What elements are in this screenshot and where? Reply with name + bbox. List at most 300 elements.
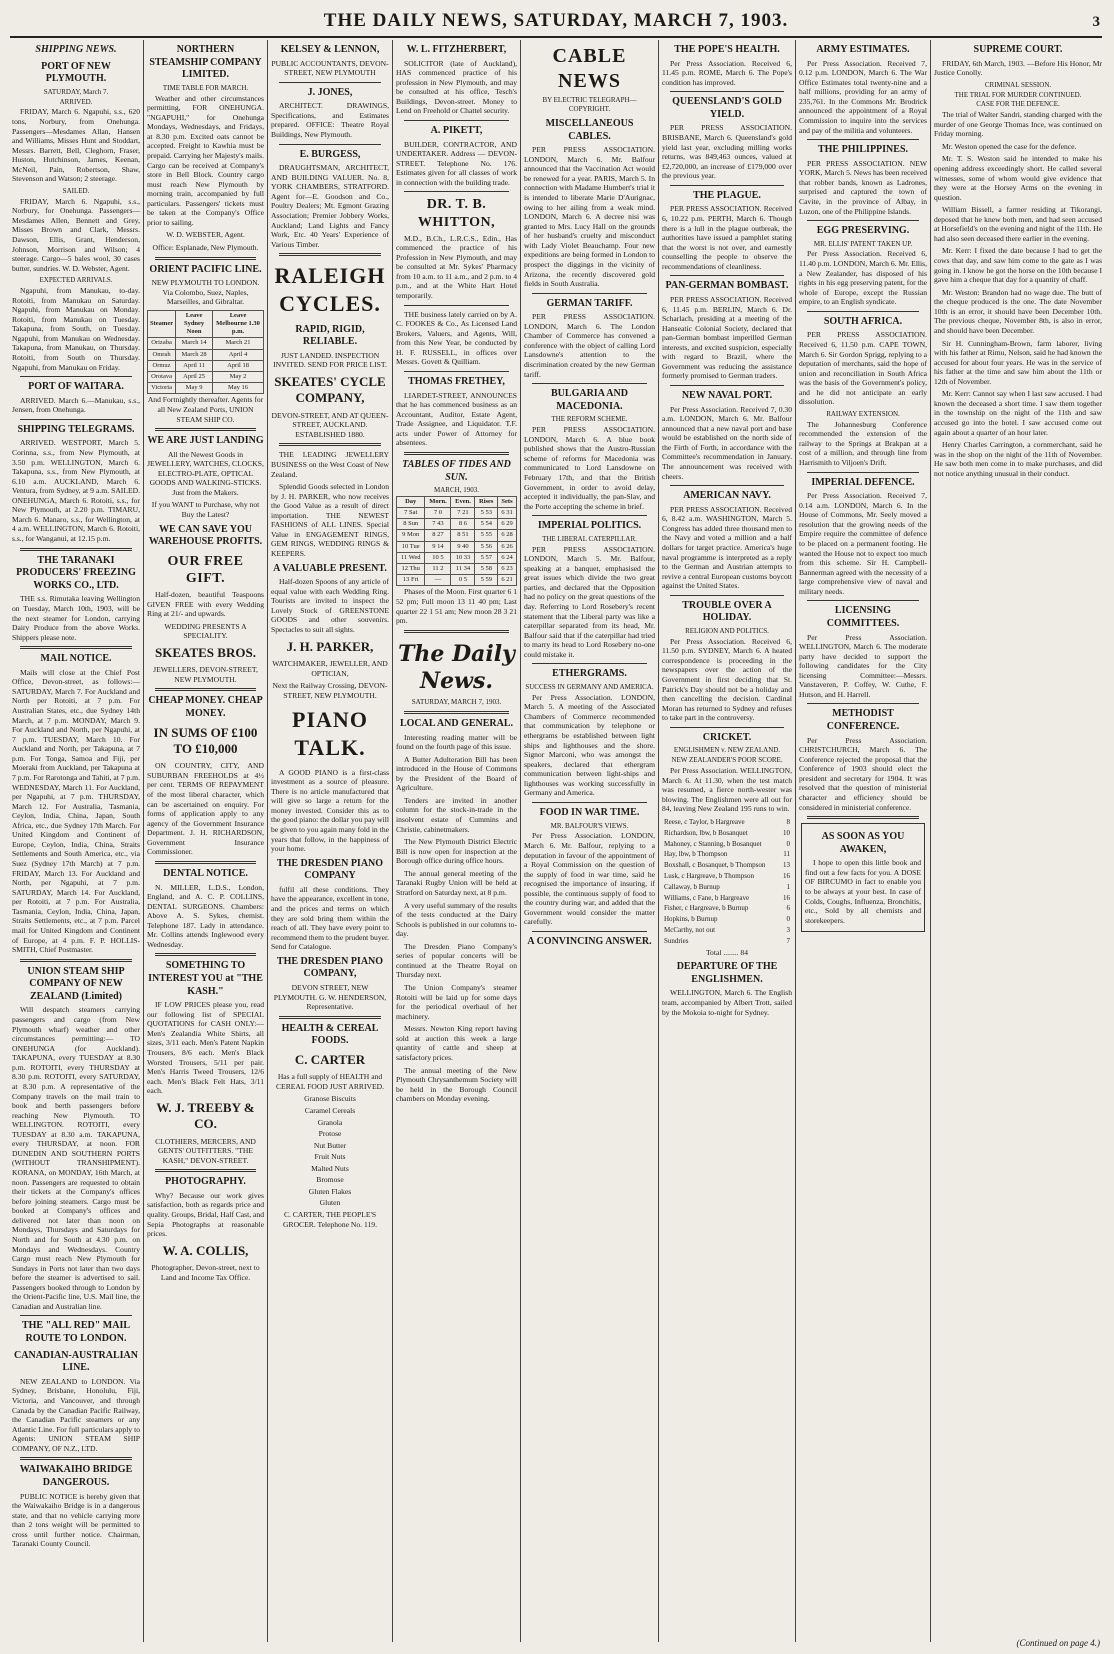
cable-subheading: BY ELECTRIC TELEGRAPH—COPYRIGHT. bbox=[542, 96, 637, 114]
pope-text: Per Press Association. Received 6, 11.45 p.m. ROME, March 6. The Pope's condition has improved. bbox=[662, 58, 792, 87]
carter-product-list bbox=[271, 1094, 389, 1208]
canadian-text: NEW ZEALAND to LONDON. Via Sydney, Brisbane, Honolulu, Fiji, Victoria, and Vancouver, and through Canada by the Canadian Pacific Railway, the Canadian Pacific steamers or any Atlantic Line. For full particulars apply to Agents: UNION STEAM SHIP COMPANY, OF N.Z., LTD. bbox=[12, 1376, 140, 1453]
page-number: 3 bbox=[1092, 14, 1100, 30]
table-cell: Orotava bbox=[148, 372, 176, 383]
tide-table bbox=[396, 496, 517, 587]
skeates-cycle-heading: SKEATES' CYCLE COMPANY, bbox=[274, 373, 386, 406]
masthead bbox=[10, 10, 1102, 38]
egg-heading: EGG PRESERVING. bbox=[816, 225, 910, 237]
list-item: Fruit Nuts bbox=[314, 1152, 346, 1162]
soon-text: I hope to open this little book and find out a few facts for you. A DOSE OF BIRCUMO in fact to enable you to be always at your best. In case of Colds, Coughs, Influenza, Bronchitis, etc., Sold by all chemists and storekeepers. bbox=[805, 858, 921, 925]
cricket-subheading: ENGLISHMEN v. NEW ZEALAND. bbox=[673, 746, 781, 755]
table-cell: 5 53 bbox=[475, 508, 498, 519]
carter-text: Has a full supply of HEALTH and CEREAL FOOD JUST ARRIVED. bbox=[275, 1072, 384, 1091]
licensing-heading: LICENSING COMMITTEES. bbox=[826, 605, 900, 629]
bulgaria-text: PER PRESS ASSOCIATION. LONDON, March 6. A blue book published shows that the Austro-Russian scheme of reforms for Macedonia was communicated to Lord Lansdowne on February 17th, and that the British Government, in order to avoid delay, accepted it individually, the pan-Slav, and the Porte accepting the scheme in brief. bbox=[524, 425, 655, 511]
misc-heading: MISCELLANEOUS CABLES. bbox=[545, 118, 634, 142]
table-cell: April 18 bbox=[213, 360, 264, 371]
burgess-heading: E. BURGESS, bbox=[299, 148, 361, 160]
health-heading: HEALTH & CEREAL FOODS. bbox=[281, 1022, 379, 1047]
table-cell: 0 5 bbox=[451, 575, 475, 586]
soon-heading: AS SOON AS YOU AWAKEN, bbox=[821, 831, 905, 855]
table-cell: 12 Thu bbox=[397, 564, 425, 575]
south-africa-text: PER PRESS ASSOCIATION. Received 6, 11.50 p.m. CAPE TOWN, March 6. Sir Gordon Sprigg, replying to a deputation of merchants, said the hope of union and reconciliation in South Africa was the basis of the Government's policy, and he did not anticipate an early dissolution. bbox=[799, 330, 927, 407]
philippines-heading: THE PHILIPPINES. bbox=[817, 144, 909, 156]
dental-heading: DENTAL NOTICE. bbox=[163, 867, 248, 879]
imperial-heading: IMPERIAL POLITICS. bbox=[537, 520, 642, 532]
cable-heading: CABLE NEWS bbox=[552, 45, 627, 93]
union-text: Will despatch steamers carrying passengers and cargo (from New Plymouth wharf) weather and other circumstances permitting:— TO ONEHUNGA (for Auckland). TAKAPUNA, every TUESDAY at 8.30 p.m. ROTOITI, every THURSDAY at 8.30 p.m. ROTOITI, every SATURDAY, at 8.30 p.m. A representative of the Company travels on the mail train to book and berth passengers before reaching New Plymouth. TO WELLINGTON. ROTOITI, every TUESDAY at 8.30 a.m. TAKAPUNA, every THURSDAY, at noon. FOR DUNEDIN AND SOUTHERN PORTS (WITHOUT TRANSHIPMENT). KORANA, on MONDAY, 16th March, at noon. Passengers are requested to obtain their tickets at the Company's offices before joining steamers. Cargo must be booked at Company's offices and delivered not later than noon on Mondays, Thursdays and Saturdays for North and for South at 4.30 p.m. on Mondays and Wednesdays. Country Cargo must reach New Plymouth for Sundays in Ports not later than two days before the steamer is advertised to sail. Passengers booked through to London by the Orient-Pacific line, U.S. Mail line, the Canadian and Australian line. bbox=[12, 1005, 140, 1311]
table-cell: April 25 bbox=[176, 372, 213, 383]
birciumo-advertisement bbox=[801, 823, 925, 932]
egg-subheading: MR. ELLIS' PATENT TAKEN UP. bbox=[813, 239, 913, 248]
jones-text: ARCHITECT. DRAWINGS, Specifications, and Estimates prepared. OFFICE: Theatre Royal Buildings, New Plymouth. bbox=[271, 101, 389, 139]
table-cell: 9 Mon bbox=[397, 530, 425, 541]
batsman-name: Williams, c Fane, b Hargreave bbox=[664, 893, 750, 902]
batsman-runs: 7 bbox=[786, 936, 790, 945]
table-cell: 6 23 bbox=[498, 564, 517, 575]
table-cell: 7 0 bbox=[425, 508, 451, 519]
table-cell: 7 21 bbox=[451, 508, 475, 519]
table-cell: May 16 bbox=[213, 383, 264, 394]
table-row bbox=[397, 508, 517, 519]
list-item: Nut Butter bbox=[313, 1140, 347, 1150]
port-date: SATURDAY, March 7. bbox=[43, 87, 109, 96]
batsman-runs: 11 bbox=[783, 850, 790, 859]
money-sums: IN SUMS OF £100 TO £10,000 bbox=[153, 724, 258, 756]
shipping-heading: SHIPPING NEWS. bbox=[35, 44, 117, 55]
steamship-heading: NORTHERN STEAMSHIP COMPANY LIMITED. bbox=[149, 44, 262, 81]
table-cell: 8 6 bbox=[451, 519, 475, 530]
criminal-heading: CRIMINAL SESSION. bbox=[984, 80, 1052, 89]
cricket-scorecard bbox=[662, 817, 792, 947]
batsman-runs: 8 bbox=[786, 817, 790, 826]
cricket-subheading-2: NEW ZEALANDER'S POOR SCORE. bbox=[671, 756, 783, 765]
holiday-text: Per Press Association. Received 6, 11.50 p.m. SYDNEY, March 6. A heated correspondence is proceeding in the newspapers over the action of the Government in first deciding that St. Patrick's Day should not be a holiday and then cancelling the decision. Cardinal Moran has returned to Sydney and refuses to take part in the controversy. bbox=[662, 636, 792, 723]
dresden-text: fulfil all these conditions. They have the appearance, excellent in tone, and the prices and terms on which they are sold bring them within the reach of all. They have every point to recommend them to the prudent buyer. Send for Catalogue. bbox=[271, 884, 389, 952]
table-cell: 5 54 bbox=[475, 519, 498, 530]
list-item: The New Plymouth District Electric Bill is now open for inspection at the Borough office during office hours. bbox=[396, 837, 517, 866]
table-cell: 6 24 bbox=[498, 552, 517, 563]
orient-heading: ORIENT PACIFIC LINE. bbox=[149, 263, 262, 275]
table-cell: 11 Wed bbox=[397, 552, 425, 563]
column-rule bbox=[392, 40, 393, 1642]
arrived-text: FRIDAY, March 6. Ngapuhi, s.s., 620 tons, Norbury, from Onehunga. Passengers—Mesdames Allan, Hansen and Williams, Misses Hunt and Stoddart, Messrs. Barrett, Bell, Cleghorn, Fraser, Huston, Hutchinson, James, Keenan, McNeil, Pain, Robertson, Shaw, Stevenson and Watson; 2 steerage. bbox=[12, 107, 140, 184]
column-rule bbox=[658, 40, 659, 1642]
pikett-text: BUILDER, CONTRACTOR, AND UNDERTAKER. Address — DEVON-STREET. Telephone No. 176. Estimates given for all classes of work in connection with the building trade. bbox=[396, 139, 517, 187]
table-cell: Orizaba bbox=[148, 338, 176, 349]
waitara-text: ARRIVED. March 6.—Manukau, s.s., Jensen, from Onehunga. bbox=[12, 395, 140, 415]
table-cell: March 21 bbox=[213, 338, 264, 349]
ether-subheading: SUCCESS IN GERMANY AND AMERICA. bbox=[525, 682, 654, 691]
raleigh-text: JUST LANDED. INSPECTION INVITED. SEND FOR PRICE LIST. bbox=[273, 350, 387, 370]
gift-text: Half-dozen, beautiful Teaspoons GIVEN FREE with every Wedding Ring at 21/- and upwards. bbox=[147, 590, 264, 619]
south-africa-heading: SOUTH AFRICA. bbox=[823, 315, 903, 327]
misc-text: PER PRESS ASSOCIATION. LONDON, March 6. Mr. Balfour announced that the Vaccination Act would be renewed for a year. PARIS, March 5. In connection with Madame Humbert's trial it is intended to liberate Marie D'Aurignac, owing to her ailing from a weak mind. LONDON, March 6. A decree nisi was granted to Mrs. Lucy Hall on the grounds of her husband's cruelty and misconduct with Lady Violet Beauchamp. Four new expeditions are being formed in London to prospect the diggings in the vicinity of Arizona, the recently discovered gold fields in South Australia. bbox=[524, 145, 655, 289]
steamship-office: Office: Esplanade, New Plymouth. bbox=[152, 243, 259, 253]
defence-heading: CASE FOR THE DEFENCE. bbox=[976, 100, 1060, 109]
table-cell: 5 59 bbox=[475, 575, 498, 586]
dresden2-heading: THE DRESDEN PIANO COMPANY, bbox=[276, 955, 384, 980]
skeates-cycle-subheading: DEVON-STREET, AND AT QUEEN-STREET, AUCKLAND. ESTABLISHED 1880. bbox=[271, 410, 389, 439]
table-cell: 10 Tue bbox=[397, 541, 425, 552]
trial-heading: THE TRIAL FOR MURDER CONTINUED. bbox=[954, 90, 1082, 99]
local-news-list bbox=[396, 733, 517, 1104]
wedding-line: WEDDING PRESENTS A SPECIALITY. bbox=[164, 621, 247, 641]
table-cell: 10 33 bbox=[451, 552, 475, 563]
philippines-text: PER PRESS ASSOCIATION. NEW YORK, March 5. News has been received that robber bands, known as Ladrones, surprised and captured the town of Cavite, in the province of Albay, in Luzon, one of the Philippine Islands. bbox=[799, 158, 927, 216]
column-rule bbox=[143, 40, 144, 1642]
table-row bbox=[662, 893, 792, 904]
list-item: Gluten Flakes bbox=[308, 1186, 352, 1196]
plague-heading: THE PLAGUE. bbox=[693, 189, 761, 201]
holiday-heading: TROUBLE OVER A HOLIDAY. bbox=[682, 599, 772, 624]
column-rule bbox=[930, 40, 931, 1642]
list-item: The Dresden Piano Company's series of popular concerts will be continued at the Theatre Royal on Thursday next. bbox=[396, 941, 517, 980]
court-report bbox=[934, 110, 1102, 478]
pangerman-text: PER PRESS ASSOCIATION. Received 6, 11.45 p.m. BERLIN, March 6. Dr. Scharlach, presiding at a meeting of the Hanseatic Colonial Society, declared that pan-German bombast imperilled German interests, and excited suspicion, especially with regard to Brazil, where the Government was reducing the assistance formerly promised to German traders. bbox=[662, 294, 792, 381]
table-cell: May 9 bbox=[176, 383, 213, 394]
carter-heading: C. CARTER bbox=[294, 1051, 366, 1067]
orient-subheading: NEW PLYMOUTH TO LONDON. Via Colombo, Suez, Naples, Marseilles, and Gibraltar. bbox=[151, 278, 260, 307]
money-text: ON COUNTRY, CITY, AND SUBURBAN FREEHOLDS at 4½ per cent. TERMS OF REPAYMENT of the most liberal character, which can be ascertained on enquiry. For forms of application apply to any agency of the Government Insurance Department. J. H. RICHARDSON, Government Insurance Commissioner. bbox=[147, 761, 264, 857]
table-row bbox=[148, 349, 264, 360]
list-item: The trial of Walter Sandri, standing charged with the murder of one George Thomas Ince, was continued on Friday morning. bbox=[934, 110, 1102, 139]
imperial-defence-text: Per Press Association. Received 7, 0.14 a.m. LONDON, March 6. In the House of Commons, Mr. Seely moved a resolution that the growing needs of the Empire require the committee of defence to be placed on a permanent footing. He wanted the House not to expect too much from this scheme. Sir H. Campbell-Bannerman agreed with the necessity of a large comprehensive view of naval and military needs. bbox=[799, 491, 927, 596]
table-cell: April 11 bbox=[176, 360, 213, 371]
tide-heading: TABLES OF TIDES AND SUN. bbox=[402, 458, 511, 483]
batsman-name: Fisher, c Hargreave, b Burnup bbox=[664, 904, 749, 913]
column-rule bbox=[795, 40, 796, 1642]
table-cell: 8 27 bbox=[425, 530, 451, 541]
table-header-cell: Steamer bbox=[148, 310, 176, 338]
union-heading: UNION STEAM SHIP COMPANY OF NEW ZEALAND (Limited) bbox=[27, 965, 125, 1002]
sailed-heading: SAILED. bbox=[62, 186, 90, 195]
table-row bbox=[662, 860, 792, 871]
jewel-text: Splendid Goods selected in London by J. H. PARKER, who now receives the Good Value as a result of direct importation. THE NEWEST FASHIONS of ALL LINES. Special Value in ENGAGEMENT RINGS, GEM RINGS, WEDDING RINGS & KEEPERS. bbox=[271, 482, 389, 559]
naval-heading: NEW NAVAL PORT. bbox=[681, 390, 773, 402]
food-subheading: MR. BALFOUR'S VIEWS. bbox=[550, 821, 629, 830]
table-row bbox=[662, 839, 792, 850]
list-item: The annual general meeting of the Taranaki Rugby Union will be held at Stratford on Saturday next, at 8 p.m. bbox=[396, 868, 517, 897]
list-item: Protose bbox=[318, 1129, 342, 1139]
table-cell: 11 34 bbox=[451, 564, 475, 575]
timetable-heading: TIME TABLE FOR MARCH. bbox=[162, 83, 249, 92]
convincing-heading: A CONVINCING ANSWER. bbox=[527, 936, 652, 947]
table-header-cell: Even. bbox=[451, 496, 475, 507]
holiday-subheading: RELIGION AND POLITICS. bbox=[685, 626, 769, 635]
batsman-name: Boxshall, c Bosanquet, b Thompson bbox=[664, 861, 766, 870]
licensing-text: Per Press Association. WELLINGTON, March 6. The moderate party have decided to support the following candidates for the City licensing Committee:—Messrs. Vanstaveren, P. Coffey, W. Cuthe, F. Hutson, and H. Harrell. bbox=[799, 632, 927, 699]
column-court bbox=[934, 40, 1102, 1642]
list-item: Mr. T. S. Weston said he intended to make his opening address exceedingly short. He called several witnesses, some of whom would give evidence that they were at the Horsey Arms on the evening in question. bbox=[934, 154, 1102, 202]
batsman-runs: 0 bbox=[786, 915, 790, 924]
table-row bbox=[662, 914, 792, 925]
table-row bbox=[662, 871, 792, 882]
table-row bbox=[662, 828, 792, 839]
cricket-total: Total ........ 84 bbox=[705, 947, 749, 957]
local-heading: LOCAL AND GENERAL. bbox=[399, 717, 514, 729]
table-cell: March 14 bbox=[176, 338, 213, 349]
table-header-cell: Leave Sydney Noon bbox=[176, 310, 213, 338]
column-rule bbox=[520, 40, 521, 1642]
treeby-heading: W. J. TREEBY & CO. bbox=[156, 1099, 255, 1132]
table-header-cell: Leave Melbourne 1.30 p.m. bbox=[213, 310, 264, 338]
table-row bbox=[397, 530, 517, 541]
table-cell: Ormuz bbox=[148, 360, 176, 371]
table-cell: 7 Sat bbox=[397, 508, 425, 519]
column-news-3 bbox=[799, 40, 927, 1642]
column-ads-1 bbox=[147, 40, 264, 1642]
table-row bbox=[662, 817, 792, 828]
canadian-heading: CANADIAN-AUSTRALIAN LINE. bbox=[14, 1349, 138, 1374]
list-item: Mr. Kerr: Cannot say when I last saw accused. I had known the deceased a short time. I saw them together in the township on the night of the 11th and saw accused go into the hotel. I saw accused come out again about a quarter of an hour later. bbox=[934, 389, 1102, 437]
batsman-name: Richardson, lbw, b Bosanquet bbox=[664, 828, 748, 837]
batsman-name: McCarthy, not out bbox=[664, 926, 716, 934]
batsman-name: Reese, c Taylor, b Hargreave bbox=[664, 817, 745, 826]
pope-heading: THE POPE'S HEALTH. bbox=[674, 44, 780, 55]
dresden-heading: THE DRESDEN PIANO COMPANY bbox=[276, 857, 384, 882]
table-cell: 5 58 bbox=[475, 564, 498, 575]
bulgaria-subheading: THE REFORM SCHEME. bbox=[551, 415, 628, 424]
column-cables bbox=[524, 40, 655, 1642]
table-cell: Victoria bbox=[148, 383, 176, 394]
raleigh-subheading: RAPID, RIGID, RELIABLE. bbox=[295, 323, 365, 348]
collis-heading: W. A. COLLIS, bbox=[162, 1242, 249, 1258]
list-item: Mr. Kerr: I fixed the date because I had to get the cows that day, and saw him come to the gate as I was going in. I know he got the horse on the 10th because I gave him a cheque that day for a quantity of chaff. bbox=[934, 246, 1102, 285]
table-header-cell: Morn. bbox=[425, 496, 451, 507]
table-row bbox=[148, 383, 264, 394]
plague-text: PER PRESS ASSOCIATION. Received 6, 10.22 p.m. PERTH, March 6. Though there is a lull in the plague outbreak, the authorities have issued a pamphlet stating that the worst is not over, and earnestly counselling the people to observe the recommendations of cleanliness. bbox=[662, 204, 792, 271]
tide-subheading: MARCH, 1903. bbox=[434, 486, 479, 495]
qld-heading: QUEENSLAND'S GOLD YIELD. bbox=[672, 96, 782, 120]
dresden2-text: DEVON STREET, NEW PLYMOUTH. G. W. HENDERSON, Representative. bbox=[273, 983, 387, 1012]
producers-text: THE s.s. Rimutaka leaving Wellington on Tuesday, March 10th, 1903, will be the next steamer for London, carrying Dairy Produce from the above Works. Shippers please note. bbox=[12, 594, 140, 642]
frethey-heading: THOMAS FRETHEY, bbox=[408, 375, 505, 387]
landing-text: All the Newest Goods in JEWELLERY, WATCHES, CLOCKS, ELECTRO-PLATE, OPTICAL GOODS AND WALKING-STICKS. Just from the Makers. bbox=[147, 449, 264, 497]
list-item: Tenders are invited in another column for the stock-in-trade in the insolvent estate of Cummins and Christie, cabinetmakers. bbox=[396, 795, 517, 834]
orient-footer: And Fortnightly thereafter. Agents for all New Zealand Ports, UNION STEAM SHIP CO. bbox=[147, 395, 264, 424]
table-row bbox=[397, 519, 517, 530]
table-cell: 9 40 bbox=[451, 541, 475, 552]
batsman-runs: 3 bbox=[786, 926, 790, 934]
fitzherbert-text: SOLICITOR (late of Auckland), HAS commenced practice of his profession in New Plymouth, and may be consulted at his office, Tesch's Buildings, Devon-street. Money to Lend on Freehold or Chattel security. bbox=[396, 58, 517, 116]
burgess-text: DRAUGHTSMAN, ARCHITECT, AND BUILDING VALUER. No. 8, YORK CHAMBERS, STRATFORD. Agent for—E. Goodson and Co., Poultry Dealers; Mt. Egmont Grazing Association; Premier Jobbery Works, Auckland; Land Lights and Fancy Work, Etc. 40 Years' Experience of Various Timber. bbox=[271, 163, 389, 249]
whitton-text: M.D., B.Ch., L.R.C.S., Edin., Has commenced the practice of his Profession in New Plymouth, and may be consulted at Mr. Sykes' Pharmacy from 10 a.m. to 11 a.m., and 2 p.m. to 4 p.m., and at the White Hart Hotel temporarily. bbox=[396, 233, 517, 300]
tariff-text: PER PRESS ASSOCIATION. LONDON, March 6. The London Chamber of Commerce has convened a conference with the object of calling Lord Lansdowne's attention to the discrimination created by the new German tariff. bbox=[524, 312, 655, 379]
parker-subheading: WATCHMAKER, JEWELLER, AND OPTICIAN, bbox=[272, 658, 388, 678]
telegrams-text: ARRIVED. WESTPORT, March 5. Corinna, s.s., from New Plymouth, at 3.50 p.m. WELLINGTON, March 6. Takapuna, s.s., from New Plymouth, at 6.10 a.m. AUCKLAND, March 6. Ventura, from Sydney, at 9 a.m. SAILED. ONEHUNGA, March 6. Rotoiti, s.s., for New Plymouth, at 2.20 p.m. TIMARU, March 6. Manaro, s.s., for Wellington, at 4 a.m. WELLINGTON, March 6. Rotoiti, s.s., for Wanganui, at 12.15 p.m. bbox=[12, 438, 140, 544]
table-header-cell: Rises bbox=[475, 496, 498, 507]
ether-heading: ETHERGRAMS. bbox=[552, 668, 627, 680]
column-ads-2 bbox=[271, 40, 389, 1642]
kash-text: IF LOW PRICES please you, read our following list of SPECIAL QUOTATIONS for CASH ONLY:— Men's Zealandia White Shirts, all sizes, 3/11 each. Men's Patent Napkin Trousers, 8/6 each. Men's Black Worsted Trousers, 5/11 per pair. Men's Harris Tweed Trousers, 12/6 each. Men's Black Felt Hats, 3/11 each. bbox=[147, 1000, 264, 1096]
table-cell: March 28 bbox=[176, 349, 213, 360]
fitzherbert-heading: W. L. FITZHERBERT, bbox=[406, 44, 507, 55]
list-item: Sir H. Cunningham-Brown, farm laborer, living with his father at Rimu, Nelson, said he had known the accused for about four years. He was in the service of his father at the time and saw him about the 11th or 12th of November. bbox=[934, 338, 1102, 386]
table-cell: 6 21 bbox=[498, 575, 517, 586]
table-cell: 8 51 bbox=[451, 530, 475, 541]
navy-heading: AMERICAN NAVY. bbox=[683, 490, 771, 502]
table-cell: 9 14 bbox=[425, 541, 451, 552]
depart-text: WELLINGTON, March 6. The English team, accompanied by Albert Trott, sailed by the Mokoia to-night for Sydney. bbox=[662, 988, 792, 1017]
ether-text: Per Press Association. LONDON, March 5. A meeting of the Associated Chambers of Commerce recommended that communication by telephone or ethergrams be established between light ships and lighthouses and the shore. Signor Marconi, who was amongst the speakers, declared that ethergram communication between light-ships and lighthouses was working successfully in Germany and America. bbox=[524, 692, 655, 798]
kelsey-heading: KELSEY & LENNON, bbox=[280, 44, 380, 55]
continued-note: (Continued on page 4.) bbox=[1016, 1638, 1100, 1648]
list-item: Bromose bbox=[316, 1175, 344, 1185]
table-cell: 8 Sun bbox=[397, 519, 425, 530]
table-cell: April 4 bbox=[213, 349, 264, 360]
table-cell: — bbox=[425, 575, 451, 586]
photo-heading: PHOTOGRAPHY. bbox=[165, 1176, 246, 1188]
allred-heading: THE "ALL RED" MAIL ROUTE TO LONDON. bbox=[21, 1320, 131, 1345]
parker-heading: J. H. PARKER, bbox=[286, 638, 374, 654]
dental-text: N. MILLER, L.D.S., London, England, and A. C. P. COLLINS, DENTAL SURGEONS. Chambers: Above A. S. Sykes, chemist. Telephone 187. Lady in attendance. Mr. Collins attends Inglewood every Wednesday. bbox=[147, 882, 264, 949]
table-row bbox=[397, 541, 517, 552]
army-text: Per Press Association. Received 7, 0.12 p.m. LONDON, March 6. The War Office Estimates total twenty-nine and a half millions, providing for an army of 235,761. In the Commons Mr. Brodrick announced the appointment of a Royal Commission to inquire into the services and pay of the militia and volunteers. bbox=[799, 58, 927, 135]
food-text: Per Press Association. LONDON, March 6. Mr. Balfour, replying to a deputation in favour of the appointment of a Royal Commission on the question of the supply of food in war time, said he recognised the importance of insuring, if possible, the continuous supply of food to the country during war, and added that the Government would consider the matter carefully. bbox=[524, 831, 655, 927]
list-item: Granola bbox=[317, 1117, 343, 1127]
expected-text: Ngapuhi, from Manukau, to-day. Rotoiti, from Manukau on Saturday. Ngapuhi, from Manukau on Monday. Rotoiti, from Manukau on Tuesday. Takapuna, from South, on Tuesday. Ngapuhi, from Manukau on Wednesday. Takapuna, from Manukau, on Thursday. Rotoiti, from South on Thursday. Ngapuhi, from Manukau on Friday. bbox=[12, 286, 140, 372]
imperial-subheading: THE LIBERAL CATERPILLAR. bbox=[542, 534, 637, 543]
batsman-runs: 16 bbox=[783, 871, 790, 880]
kelsey-text: PUBLIC ACCOUNTANTS, DEVON-STREET, NEW PLYMOUTH bbox=[271, 58, 389, 78]
table-row bbox=[397, 564, 517, 575]
list-item: Caramel Cereals bbox=[304, 1105, 356, 1115]
methodist-text: Per Press Association. CHRISTCHURCH, March 6. The Conference rejected the proposal that the Conference of 1903 should elect the president and secretary for 1904. It was resolved that the question of ministerial character and efficiency should be considered in ministerial conference. bbox=[799, 735, 927, 812]
batsman-name: Sundries bbox=[664, 936, 689, 945]
list-item: The annual meeting of the New Plymouth Chrysanthemum Society will be held in the Borough Council chambers on Monday evening. bbox=[396, 1065, 517, 1104]
court-text: FRIDAY, 6th March, 1903. —Before His Honor, Mr Justice Conolly. bbox=[934, 58, 1102, 78]
imperial-defence-heading: IMPERIAL DEFENCE. bbox=[811, 476, 915, 488]
column-rule bbox=[267, 40, 268, 1642]
depart-heading: DEPARTURE OF THE ENGLISHMEN. bbox=[676, 961, 778, 985]
table-row bbox=[397, 552, 517, 563]
list-item: Malted Nuts bbox=[311, 1163, 349, 1173]
russell-text: THE business lately carried on by A. C. FOOKES & Co., As Licensed Land Brokers, Valuers, and Agents, Will, from this New Year, be conducted by H. F. RUSSELL, in offices over Messrs. Govett & Quilliam. bbox=[396, 309, 517, 367]
expected-heading: EXPECTED ARRIVALS. bbox=[39, 276, 113, 285]
kash-heading: SOMETHING TO INTEREST YOU at "THE KASH." bbox=[148, 960, 263, 997]
table-cell: 5 55 bbox=[475, 530, 498, 541]
landing-subtext: If you WANT to Purchase, why not Buy the Latest? bbox=[151, 500, 260, 520]
column-news-2 bbox=[662, 40, 792, 1642]
list-item: Interesting reading matter will be found on the fourth page of this issue. bbox=[396, 732, 517, 752]
orient-sailing-table bbox=[147, 310, 264, 395]
railway-text: The Johannesburg Conference recommended the extension of the railway to the Springs at Brakpan at a cost of a million, and through line from Harrismith to Viljoen's Drift. bbox=[799, 419, 927, 467]
table-cell: 10 5 bbox=[425, 552, 451, 563]
army-heading: ARMY ESTIMATES. bbox=[816, 44, 910, 55]
egg-text: Per Press Association. Received 6, 11.40 p.m. LONDON, March 6. Mr. Ellis, a New Zealander, has disposed of his rights in his egg preserving patent, for the whole of Europe, except the Russian empire, to an English syndicate. bbox=[799, 249, 927, 307]
collis-text: Photographer, Devon-street, next to Land and Income Tax Office. bbox=[151, 1263, 260, 1282]
skeates-subheading: JEWELLERS, DEVON-STREET, NEW PLYMOUTH. bbox=[153, 665, 258, 684]
steamship-agent: W. D. WEBSTER, Agent. bbox=[166, 230, 245, 240]
list-item: Mr. Weston opened the case for the defence. bbox=[942, 141, 1077, 151]
table-row bbox=[662, 903, 792, 914]
frethey-text: LIARDET-STREET, ANNOUNCES that he has commenced business as an Accountant, Auditor, Estate Agent, Trade Assignee, and Liquidator. T.F. acts under Power of Attorney for absentees. bbox=[396, 390, 517, 448]
table-header-cell: Sets bbox=[498, 496, 517, 507]
moon-text: Phases of the Moon. First quarter 6 1 52 pm; Full moon 13 11 40 pm; Last quarter 22 1 51 am; New moon 28 3 21 pm. bbox=[396, 587, 517, 626]
photo-text: Why? Because our work gives satisfaction, both as regards price and quality. Groups, Bridal, Half Cast, and Sepia Photographs at reasonable prices. bbox=[147, 1190, 264, 1239]
whitton-heading: DR. T. B. WHITTON, bbox=[417, 197, 496, 230]
cricket-text: Per Press Association. WELLINGTON, March 6. At 11.30, when the test match was resumed, a fierce north-wester was blowing. The Englishmen were all out for 84, leaving New Zealand 195 runs to win. bbox=[662, 766, 792, 814]
jones-heading: J. JONES, bbox=[307, 86, 353, 98]
mail-heading: MAIL NOTICE. bbox=[40, 653, 112, 665]
paper-title: The Daily News. bbox=[398, 640, 515, 695]
skeates-cycle-text: THE LEADING JEWELLERY BUSINESS on the West Coast of New Zealand. bbox=[271, 450, 389, 479]
pangerman-heading: PAN-GERMAN BOMBAST. bbox=[665, 280, 789, 292]
telegrams-heading: SHIPPING TELEGRAMS. bbox=[17, 423, 135, 435]
table-row bbox=[148, 338, 264, 349]
court-heading: SUPREME COURT. bbox=[973, 44, 1063, 55]
port-heading: PORT OF NEW PLYMOUTH. bbox=[41, 60, 111, 85]
list-item: The Union Company's steamer Rotoiti will be laid up for some days for the periodical overhaul of her machinery. bbox=[396, 983, 517, 1021]
landing-heading: WE ARE JUST LANDING bbox=[147, 435, 264, 447]
batsman-runs: 10 bbox=[783, 828, 790, 837]
imperial-text: PER PRESS ASSOCIATION. LONDON, March 5. Mr. Balfour, speaking at a banquet, emphasised the great issues which divide the two great parties, and declared that the Opposition had no policy on the great questions of the day. Referring to Lord Rosebery's recent statement that the Liberal party was like a caterpillar separated from its head, Mr. Balfour said that if the caterpillar had tried to marry its head to Lord Rosebery no-one could mistake it. bbox=[524, 544, 655, 659]
piano-text: A GOOD PIANO is a first-class investment as a source of pleasure. There is no article manufactured that will give so large a return for the money invested. Consider this as to the good piano: the dollar you pay will be given to you again many fold in the years that follow, in the happiness of your home. bbox=[271, 767, 389, 854]
batsman-name: Callaway, b Burnup bbox=[664, 882, 720, 891]
table-cell: 7 43 bbox=[425, 519, 451, 530]
piano-heading: PIANO TALK. bbox=[292, 707, 368, 760]
bridge-heading: WAIWAKAIHO BRIDGE DANGEROUS. bbox=[19, 1464, 133, 1488]
table-row bbox=[662, 936, 792, 947]
table-row bbox=[662, 849, 792, 860]
list-item: Granose Biscuits bbox=[304, 1094, 356, 1104]
parker-text: Next the Railway Crossing, DEVON-STREET, NEW PLYMOUTH. bbox=[272, 681, 388, 700]
table-cell: May 2 bbox=[213, 372, 264, 383]
column-notices bbox=[396, 40, 517, 1642]
list-item: William Bissell, a farmer residing at Tikorangi, deposed that he knew both men, and had seen accused at Horsefield's on the evening and night of the 11th. He had also seen deceased there earlier in the evening. bbox=[934, 205, 1102, 243]
table-row bbox=[148, 372, 264, 383]
producers-heading: THE TARANAKI PRODUCERS' FREEZING WORKS CO., LTD. bbox=[16, 554, 136, 591]
waitara-heading: PORT OF WAITARA. bbox=[28, 381, 124, 393]
naval-text: Per Press Association. Received 7, 0.30 a.m. LONDON, March 6. Mr. Balfour announced that a new naval port and base would be established on the north side of the Firth of Forth, in accordance with the Committee's recommendation in January. The announcement was received with cheers. bbox=[662, 404, 792, 481]
batsman-name: Hay, lbw, b Thompson bbox=[664, 850, 728, 859]
table-cell: 5 56 bbox=[475, 541, 498, 552]
present-heading: A VALUABLE PRESENT. bbox=[273, 562, 387, 574]
tariff-heading: GERMAN TARIFF. bbox=[546, 297, 633, 309]
masthead-title: THE DAILY NEWS, SATURDAY, MARCH 7, 1903. bbox=[323, 10, 789, 31]
batsman-runs: 13 bbox=[783, 861, 790, 870]
batsman-runs: 0 bbox=[786, 839, 790, 848]
raleigh-heading: RALEIGH CYCLES. bbox=[274, 263, 386, 316]
steamship-text: Weather and other circumstances permitting, FOR ONEHUNGA. "NGAPUHI," for Onehunga Mondays, Wednesdays, and Fridays, at 8.30 p.m. Excited oats cannot be accepted. Freight to Kawhia must be prepaid. Carrying her Majesty's mails. Cargo can be received at Company's store in Bell Block. Country cargo must reach New Plymouth by morning train, accompanied by full particulars. Passengers' tickets must be taken at the Company's Office prior to sailing. bbox=[147, 93, 264, 227]
table-cell: 6 31 bbox=[498, 508, 517, 519]
skeates-heading: SKEATES BROS. bbox=[155, 644, 256, 660]
gift-heading: OUR FREE GIFT. bbox=[167, 553, 244, 587]
arrived-heading: ARRIVED. bbox=[59, 97, 93, 106]
cricket-heading: CRICKET. bbox=[702, 731, 752, 743]
paper-date: SATURDAY, MARCH 7, 1903. bbox=[411, 698, 502, 707]
table-header-cell: Day bbox=[397, 496, 425, 507]
qld-text: PER PRESS ASSOCIATION. BRISBANE, March 6. Queensland's gold yield last year, excluding milling works returns, was 849,463 ounces, valued at £2,720,000, an increase of £179,000 over the previous year. bbox=[662, 123, 792, 181]
save-heading: WE CAN SAVE YOU WAREHOUSE PROFITS. bbox=[148, 523, 263, 548]
table-cell: 6 29 bbox=[498, 519, 517, 530]
carter-footer: C. CARTER, THE PEOPLE'S GROCER. Telephone No. 119. bbox=[283, 1210, 377, 1229]
table-row bbox=[662, 882, 792, 893]
batsman-name: Lusk, c Hargreave, b Thompson bbox=[664, 871, 754, 880]
batsman-runs: 16 bbox=[783, 893, 790, 902]
methodist-heading: METHODIST CONFERENCE. bbox=[826, 708, 900, 733]
column-shipping bbox=[12, 40, 140, 1642]
present-text: Half-dozen Spoons of any article of equal value with each Wedding Ring. Tourists are invited to inspect the Lovely Stock of GREENSTONE GOODS and other souvenirs. Spectacles to suit all sights. bbox=[271, 577, 389, 634]
mail-text: Mails will close at the Chief Post Office, Devon-street, as follows:— SATURDAY, March 7. For Auckland and North per Rotoiti, at 7 p.m. For Australian States, etc., due Sydney 14th March, at 7 p.m. MONDAY, March 9. For Auckland and North, per Ngapuhi, at 7 p.m. TUESDAY, March 10. For Auckland and North, per Takapuna, at 7 p.m. For Tonga, Samoa and Fiji, per Moeraki from Auckland, per Takapuna at 7 p.m. For Rarotonga and Tahiti, at 7 p.m. WEDNESDAY, March 11. For Auckland, per Ngapuhi, at 7 p.m. THURSDAY, March 12. For Australia, Tasmania, Ceylon, India, China, Japan, South Africa, etc., due Sydney 17th March. For United Kingdom and Continent of Europe, Ceylon, India, China, Straits Settlements and South America, etc., via Suez (Sydney 17th March) at 7 p.m. FRIDAY, March 13. For Auckland and North, per Ngapuhi, at 7 p.m. SATURDAY, March 14. For Auckland, per Rotoiti, at 7 p.m. For Australia, Tasmania, Ceylon, India, China, Japan, Straits Settlements, etc., at 7 p.m. Parcel mail for United Kingdom and Continent of Europe, at 4 p.m. F. P. HOLLIS-SMITH, Chief Postmaster. bbox=[12, 667, 140, 955]
table-cell: 11 2 bbox=[425, 564, 451, 575]
table-cell: 6 26 bbox=[498, 541, 517, 552]
list-item: A Butter Adulteration Bill has been introduced in the House of Commons by the President of the Board of Agriculture. bbox=[396, 754, 517, 793]
pikett-heading: A. PIKETT, bbox=[430, 124, 483, 136]
list-item: Messrs. Newton King report having sold at auction this week a large quantity of cattle and sheep at satisfactory prices. bbox=[396, 1024, 517, 1062]
